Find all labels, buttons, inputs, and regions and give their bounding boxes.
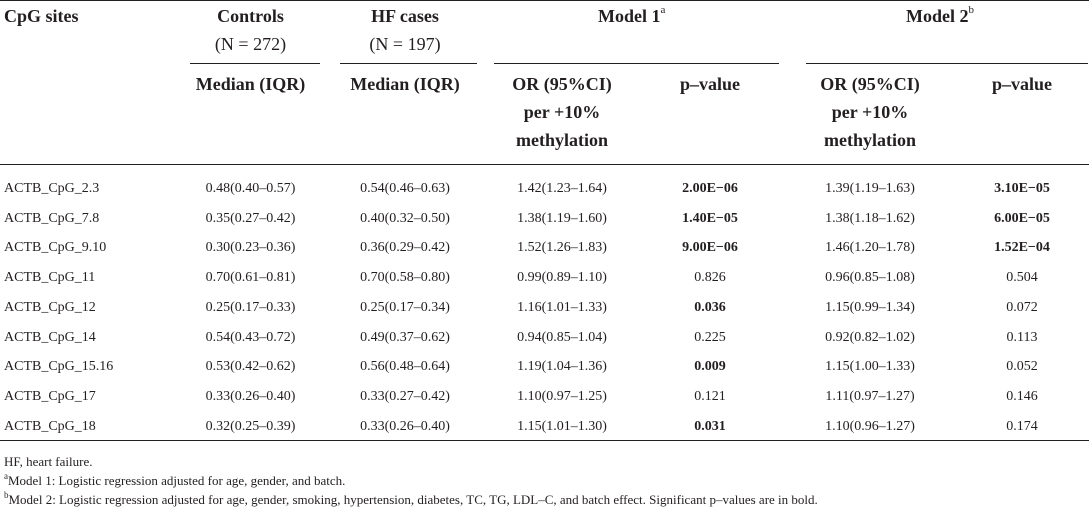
header-hf-cases (335, 4, 475, 56)
header-model1-or (500, 72, 624, 152)
cell-hf: 0.70(0.58–0.80) (360, 270, 450, 285)
footnote-a-sup: a (4, 470, 8, 481)
header-model2-or (808, 72, 932, 152)
cell-model1-p: 0.121 (694, 389, 726, 404)
cell-controls: 0.54(0.43–0.72) (205, 330, 296, 345)
header-hf-cases-label: HF cases (371, 6, 439, 26)
footnote-b-sup: b (4, 489, 9, 500)
cell-model1-or: 1.19(1.04–1.36) (517, 359, 607, 374)
cell-model2-or: 1.10(0.96–1.27) (825, 419, 915, 434)
cell-controls: 0.53(0.42–0.62) (205, 359, 296, 374)
cell-model1-p: 9.00E−06 (682, 240, 738, 255)
header-model1-or-line1: OR (95%CI) (512, 74, 612, 94)
cell-model2-p: 1.52E−04 (994, 240, 1050, 255)
table-top-rule (0, 0, 1089, 1)
cell-model2-p: 3.10E−05 (994, 181, 1050, 196)
footnote-hf: HF, heart failure. (4, 454, 93, 469)
cell-model1-p: 1.40E−05 (682, 211, 738, 226)
model2-subrule (806, 63, 1088, 64)
cell-site: ACTB_CpG_2.3 (4, 181, 100, 196)
cell-hf: 0.33(0.27–0.42) (360, 389, 450, 404)
cell-model2-p: 6.00E−05 (994, 211, 1050, 226)
cell-site: ACTB_CpG_15.16 (4, 359, 114, 374)
cell-controls: 0.30(0.23–0.36) (205, 240, 296, 255)
cell-model1-or: 1.15(1.01–1.30) (517, 419, 607, 434)
header-model2-or-line2: per +10% (831, 102, 909, 122)
cell-site: ACTB_CpG_14 (4, 330, 96, 345)
cell-model2-or: 0.92(0.82–1.02) (825, 330, 915, 345)
cell-model2-or: 1.15(1.00–1.33) (825, 359, 915, 374)
footnote-b-text: Model 2: Logistic regression adjusted for age, gender, smoking, hypertension, diabetes, TC, TG, LDL–C, and batch effect. Significant p–values are in bold. (8, 492, 818, 507)
header-controls-n: (N = 272) (214, 34, 287, 54)
cell-site: ACTB_CpG_18 (4, 419, 96, 434)
header-model1 (598, 4, 665, 28)
cell-model1-or: 1.52(1.26–1.83) (517, 240, 607, 255)
header-model2-sup: b (968, 4, 974, 16)
cell-model1-p: 0.036 (694, 300, 726, 315)
header-cpg-sites: CpG sites (4, 6, 79, 26)
cell-model1-p: 2.00E−06 (682, 181, 738, 196)
header-model1-pvalue: p–value (679, 74, 740, 94)
header-model1-label: Model 1 (598, 6, 661, 26)
cell-model2-p: 0.052 (1006, 359, 1038, 374)
cell-controls: 0.35(0.27–0.42) (205, 211, 296, 226)
table-bottom-rule (0, 440, 1089, 441)
cell-model1-p: 0.225 (694, 330, 726, 345)
cell-model1-p: 0.031 (694, 419, 726, 434)
cell-site: ACTB_CpG_7.8 (4, 211, 100, 226)
cell-model1-or: 1.16(1.01–1.33) (517, 300, 607, 315)
header-model2-or-line3: methylation (824, 130, 916, 150)
cell-controls: 0.25(0.17–0.33) (205, 300, 296, 315)
footnote-b (4, 489, 818, 508)
header-controls-label: Controls (217, 6, 284, 26)
header-model2-or-line1: OR (95%CI) (820, 74, 920, 94)
cell-model2-p: 0.113 (1006, 330, 1038, 345)
cell-model2-or: 1.15(0.99–1.34) (825, 300, 915, 315)
header-model1-sup: a (660, 4, 666, 16)
cell-model1-or: 1.38(1.19–1.60) (517, 211, 607, 226)
cell-site: ACTB_CpG_11 (4, 270, 96, 285)
header-model2-label: Model 2 (906, 6, 969, 26)
footnote-a (4, 470, 346, 489)
cell-model1-or: 1.42(1.23–1.64) (517, 181, 607, 196)
cell-controls: 0.70(0.61–0.81) (205, 270, 296, 285)
cell-hf: 0.49(0.37–0.62) (360, 330, 450, 345)
controls-subrule (190, 63, 320, 64)
cell-site: ACTB_CpG_9.10 (4, 240, 107, 255)
cell-model2-p: 0.146 (1006, 389, 1038, 404)
cell-model1-or: 1.10(0.97–1.25) (517, 389, 607, 404)
footnote-a-text: Model 1: Logistic regression adjusted for age, gender, and batch. (8, 473, 346, 488)
header-model1-or-line2: per +10% (523, 102, 601, 122)
cell-model2-or: 1.46(1.20–1.78) (825, 240, 915, 255)
cell-model2-or: 1.11(0.97–1.27) (825, 389, 915, 404)
cell-controls: 0.48(0.40–0.57) (205, 181, 296, 196)
hf-subrule (340, 63, 477, 64)
header-bottom-rule (0, 164, 1089, 165)
header-model2-pvalue: p–value (991, 74, 1052, 94)
cell-model1-p: 0.826 (694, 270, 726, 285)
model1-subrule (494, 63, 779, 64)
cell-site: ACTB_CpG_17 (4, 389, 96, 404)
header-model2 (906, 4, 974, 28)
header-model1-or-line3: methylation (516, 130, 608, 150)
header-hf-cases-n: (N = 197) (369, 34, 441, 54)
cell-site: ACTB_CpG_12 (4, 300, 96, 315)
cell-hf: 0.25(0.17–0.34) (360, 300, 450, 315)
cell-model1-or: 0.94(0.85–1.04) (517, 330, 607, 345)
cell-hf: 0.40(0.32–0.50) (360, 211, 450, 226)
header-controls-median: Median (IQR) (195, 74, 306, 94)
cell-model2-or: 1.38(1.18–1.62) (825, 211, 915, 226)
cell-hf: 0.33(0.26–0.40) (360, 419, 450, 434)
cell-model2-p: 0.072 (1006, 300, 1038, 315)
cell-hf: 0.36(0.29–0.42) (360, 240, 450, 255)
cell-model2-p: 0.174 (1006, 419, 1038, 434)
cell-model2-or: 1.39(1.19–1.63) (825, 181, 915, 196)
header-controls (183, 4, 318, 56)
cell-controls: 0.33(0.26–0.40) (205, 389, 296, 404)
cell-hf: 0.56(0.48–0.64) (360, 359, 450, 374)
cell-model2-or: 0.96(0.85–1.08) (825, 270, 915, 285)
header-hf-median: Median (IQR) (350, 74, 460, 94)
cell-model1-p: 0.009 (694, 359, 726, 374)
cell-hf: 0.54(0.46–0.63) (360, 181, 450, 196)
cell-controls: 0.32(0.25–0.39) (205, 419, 296, 434)
cell-model2-p: 0.504 (1006, 270, 1038, 285)
cell-model1-or: 0.99(0.89–1.10) (517, 270, 607, 285)
